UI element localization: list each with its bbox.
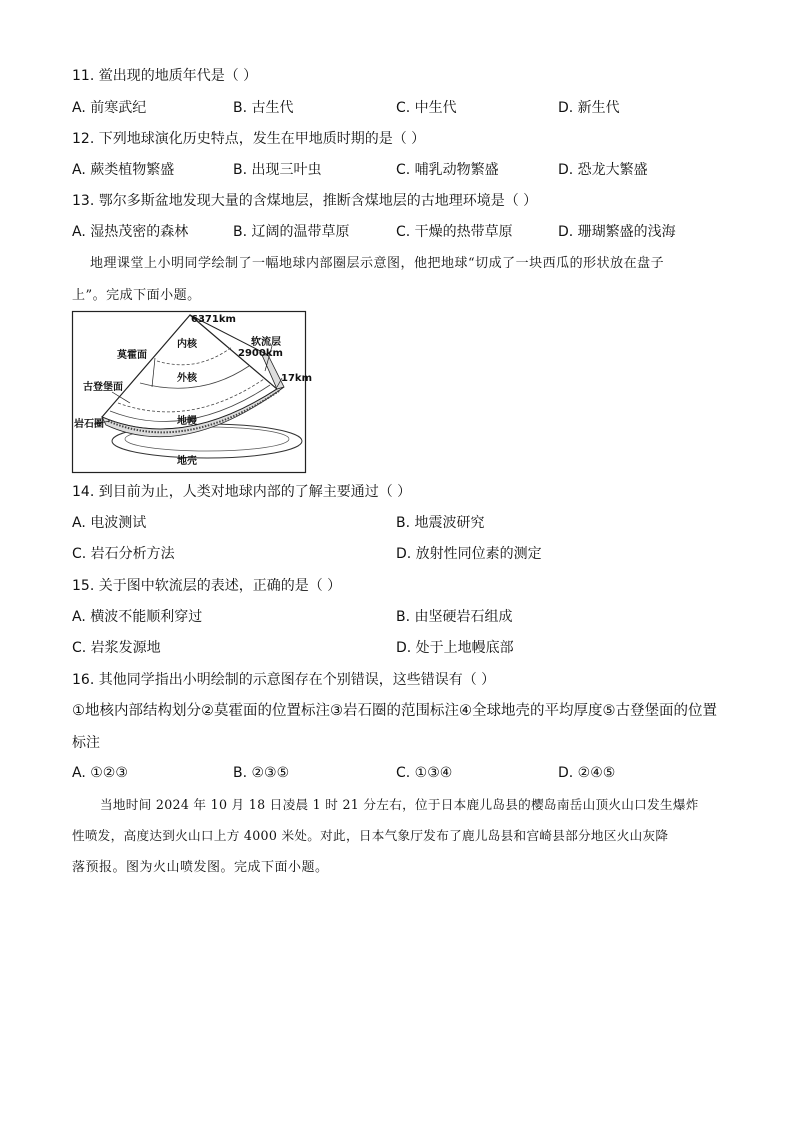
label-crust: 地壳 bbox=[177, 456, 197, 467]
q14-option-b: B. 地震波研究 bbox=[396, 515, 485, 531]
intro1-line1: 地理课堂上小明同学绘制了一幅地球内部圈层示意图，他把地球“切成了一块西瓜的形状放在盘子 bbox=[90, 256, 665, 271]
q14-option-a: A. 电波测试 bbox=[72, 515, 147, 531]
q13-option-d: D. 珊瑚繁盛的浅海 bbox=[558, 224, 676, 240]
q13-stem: 13. 鄂尔多斯盆地发现大量的含煤地层，推断含煤地层的古地理环境是（ ） bbox=[72, 193, 538, 209]
label-gutenberg: 古登堡面 bbox=[83, 382, 123, 393]
q12-option-a: A. 蕨类植物繁盛 bbox=[72, 162, 175, 178]
q15-option-c: C. 岩浆发源地 bbox=[72, 640, 161, 656]
q14-stem: 14. 到目前为止，人类对地球内部的了解主要通过（ ） bbox=[72, 484, 412, 500]
q16-option-b: B. ②③⑤ bbox=[233, 765, 290, 781]
q11-stem: 11. 鲎出现的地质年代是（ ） bbox=[72, 68, 258, 84]
q13-option-b: B. 辽阔的温带草原 bbox=[233, 224, 350, 240]
q12-option-d: D. 恐龙大繁盛 bbox=[558, 162, 648, 178]
q14-option-c: C. 岩石分析方法 bbox=[72, 546, 175, 562]
q13-option-c: C. 干燥的热带草原 bbox=[396, 224, 513, 240]
q11-option-b: B. 古生代 bbox=[233, 100, 294, 116]
q16-body-line2: 标注 bbox=[72, 735, 100, 751]
q14-option-d: D. 放射性同位素的测定 bbox=[396, 546, 542, 562]
q12-option-c: C. 哺乳动物繁盛 bbox=[396, 162, 499, 178]
label-outer-core: 外核 bbox=[177, 373, 197, 384]
q16-stem: 16. 其他同学指出小明绘制的示意图存在个别错误，这些错误有（ ） bbox=[72, 672, 496, 688]
intro1-line2: 上”。完成下面小题。 bbox=[72, 288, 201, 303]
q15-option-a: A. 横波不能顺利穿过 bbox=[72, 609, 203, 625]
intro2-line1: 当地时间 2024 年 10 月 18 日凌晨 1 时 21 分左右，位于日本鹿儿岛县的樱岛南岳山顶火山口发生爆炸 bbox=[100, 797, 699, 812]
label-depth-17: 17km bbox=[281, 373, 312, 384]
q13-option-a: A. 湿热茂密的森林 bbox=[72, 224, 189, 240]
q12-option-b: B. 出现三叶虫 bbox=[233, 162, 322, 178]
label-inner-core: 内核 bbox=[177, 339, 197, 350]
earth-interior-diagram bbox=[72, 311, 312, 473]
q15-option-b: B. 由坚硬岩石组成 bbox=[396, 609, 513, 625]
label-mantle: 地幔 bbox=[177, 416, 197, 427]
label-depth-2900: 2900km bbox=[238, 348, 283, 359]
label-moho: 莫霍面 bbox=[117, 350, 147, 361]
intro2-line3: 落预报。图为火山喷发图。完成下面小题。 bbox=[72, 860, 329, 875]
intro2-line2: 性喷发，高度达到火山口上方 4000 米处。对此，日本气象厅发布了鹿儿岛县和宫崎县部分地区火山灰降 bbox=[72, 828, 669, 843]
label-lithosphere: 岩石圈 bbox=[74, 419, 104, 430]
q16-option-a: A. ①②③ bbox=[72, 765, 128, 781]
q16-option-c: C. ①③④ bbox=[396, 765, 453, 781]
q11-option-a: A. 前寒武纪 bbox=[72, 100, 147, 116]
label-radius: 6371km bbox=[191, 314, 236, 325]
q16-body-line1: ①地核内部结构划分②莫霍面的位置标注③岩石圈的范围标注④全球地壳的平均厚度⑤古登堡面的位置 bbox=[72, 703, 717, 719]
q15-option-d: D. 处于上地幔底部 bbox=[396, 640, 514, 656]
q15-stem: 15. 关于图中软流层的表述，正确的是（ ） bbox=[72, 578, 342, 594]
q11-option-d: D. 新生代 bbox=[558, 100, 620, 116]
q16-option-d: D. ②④⑤ bbox=[558, 765, 616, 781]
label-asthenosphere: 软流层 bbox=[251, 337, 281, 348]
q11-option-c: C. 中生代 bbox=[396, 100, 457, 116]
q12-stem: 12. 下列地球演化历史特点，发生在甲地质时期的是（ ） bbox=[72, 131, 426, 147]
